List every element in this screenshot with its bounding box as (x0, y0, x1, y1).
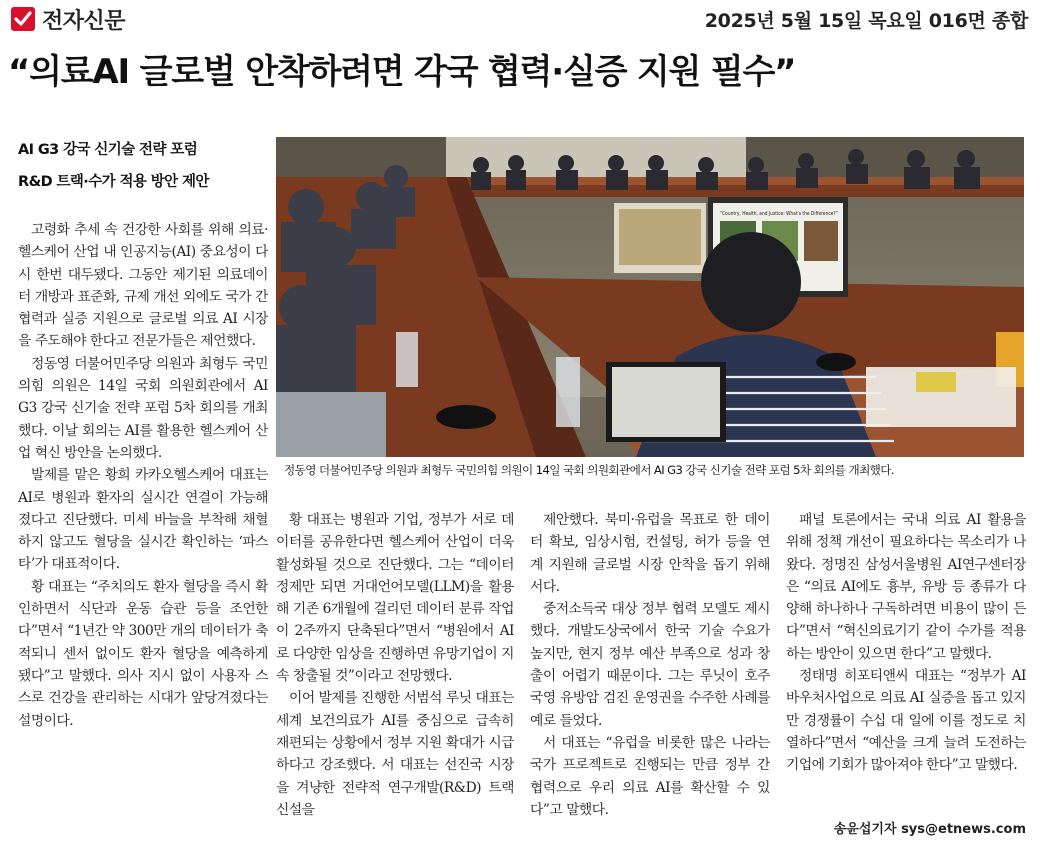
paragraph: 서 대표는 “유럽을 비롯한 많은 나라는 국가 프로젝트로 진행되는 만큼 정부 간 협력으로 우리 의료 AI를 확산할 수 있다”고 말했다. (530, 734, 770, 818)
article-column-1 (18, 219, 268, 844)
edition-info: 2025년 5월 15일 목요일 016면 종합 (704, 10, 1028, 32)
paragraph: 이어 발제를 진행한 서범석 루닛 대표는 세계 보건의료가 AI를 중심으로 급속히 재편되는 상황에서 정부 지원 확대가 시급하다고 강조했다. 서 대표는 선진국 시장을 겨냥한 전략적 연구개발(R&D) 트랙 신설을 (276, 690, 514, 818)
newspaper-logo (10, 4, 125, 34)
paragraph: 패널 토론에서는 국내 의료 AI 활용을 위해 정책 개선이 필요하다는 목소리가 나왔다. 정명진 삼성서울병원 AI연구센터장은 “의료 AI에도 흉부, 유방 등 종류가 다양해 하나하나 구독하려면 비용이 많이 든다”면서 “혁신의료기기 같이 수가를 적용하는 방안이 있으면 한다”고 말했다. (786, 512, 1026, 662)
paragraph: 제안했다. 북미·유럽을 목표로 한 데이터 확보, 임상시험, 컨설팅, 허가 등을 연계 지원해 글로벌 시장 안착을 돕기 위해서다. (530, 512, 770, 595)
article-headline: “의료AI 글로벌 안착하려면 각국 협력·실증 지원 필수” (8, 52, 796, 92)
etnews-logo-icon (10, 6, 36, 32)
presentation-screen-text: “Country, Health, and Justice: What's the Difference?” (720, 211, 839, 217)
paragraph: 황 대표는 병원과 기업, 정부가 서로 데이터를 공유한다면 헬스케어 산업이 더욱 활성화될 것으로 진단했다. 그는 “데이터 정제만 되면 거대언어모델(LLM)을 활용해 기존 6개월에 걸리던 데이터 분류 작업이 2주까지 단축된다”면서 “병원에서 AI로 다양한 임상을 진행하면 유망기업이 지속 창출될 것”이라고 전망했다. (276, 512, 514, 685)
photo-caption: 정동영 더불어민주당 의원과 최형두 국민의힘 의원이 14일 국회 의원회관에서 AI G3 강국 신기술 전략 포럼 5차 회의를 개최했다. (284, 463, 894, 477)
article-column-3 (530, 509, 770, 849)
paragraph: 고령화 추세 속 건강한 사회를 위해 의료·헬스케어 산업 내 인공지능(AI) 중요성이 다시 한번 대두됐다. 그동안 제기된 의료데이터 개방과 표준화, 규제 개선 외에도 국가 간 협력과 실증 지원으로 글로벌 의료 AI 시장을 주도해야 한다고 전문가들은 제언했다. (18, 222, 268, 350)
forum-meeting-photo (276, 137, 1024, 457)
paragraph: 중저소득국 대상 정부 협력 모델도 제시했다. 개발도상국에서 한국 기술 수요가 높지만, 현지 정부 예산 부족으로 성과 창출이 어렵기 때문이다. 그는 루닛이 호주 국영 유방암 검진 운영권을 수주한 사례를 예로 들었다. (530, 601, 770, 729)
reporter-byline: 송윤섭기자 sys@etnews.com (833, 822, 1026, 837)
logo-text: 전자신문 (42, 8, 126, 34)
paragraph: 정동영 더불어민주당 의원과 최형두 국민의힘 의원은 14일 국회 의원회관에서 AI G3 강국 신기술 전략 포럼 5차 회의를 개최했다. 이날 회의는 AI를 활용한 헬스케어 산업 혁신 방안을 논의했다. (18, 355, 268, 461)
paragraph: 황 대표는 “주치의도 환자 혈당을 즉시 확인하면서 식단과 운동 습관 등을 조언한다”면서 “1년간 약 300만 개의 데이터가 축적되니 센서 없이도 환자 혈당을 예측하게 됐다”고 말했다. 의사 지시 없이 사용자 스스로 건강을 관리하는 시대가 앞당겨졌다는 설명이다. (18, 578, 268, 729)
article-column-2 (276, 509, 514, 849)
article-photo (276, 137, 1024, 457)
article-column-4 (786, 509, 1026, 809)
subheadline-1: AI G3 강국 신기술 전략 포럼 (18, 142, 198, 158)
subheadline-2: R&D 트랙·수가 적용 방안 제안 (18, 174, 209, 190)
paragraph: 발제를 맡은 황희 카카오헬스케어 대표는 AI로 병원과 환자의 실시간 연결이 가능해졌다고 진단했다. 미세 바늘을 부착해 채혈하지 않고도 혈당을 실시간 확인하는 ‘파스타’가 대표적이다. (18, 467, 268, 573)
paragraph: 정태명 히포티앤씨 대표는 “정부가 AI 바우처사업으로 의료 AI 실증을 돕고 있지만 경쟁률이 수십 대 일에 이를 정도로 치열하다”면서 “예산을 크게 늘려 도전하는 기업에 기회가 많아져야 한다”고 말했다. (786, 668, 1026, 774)
